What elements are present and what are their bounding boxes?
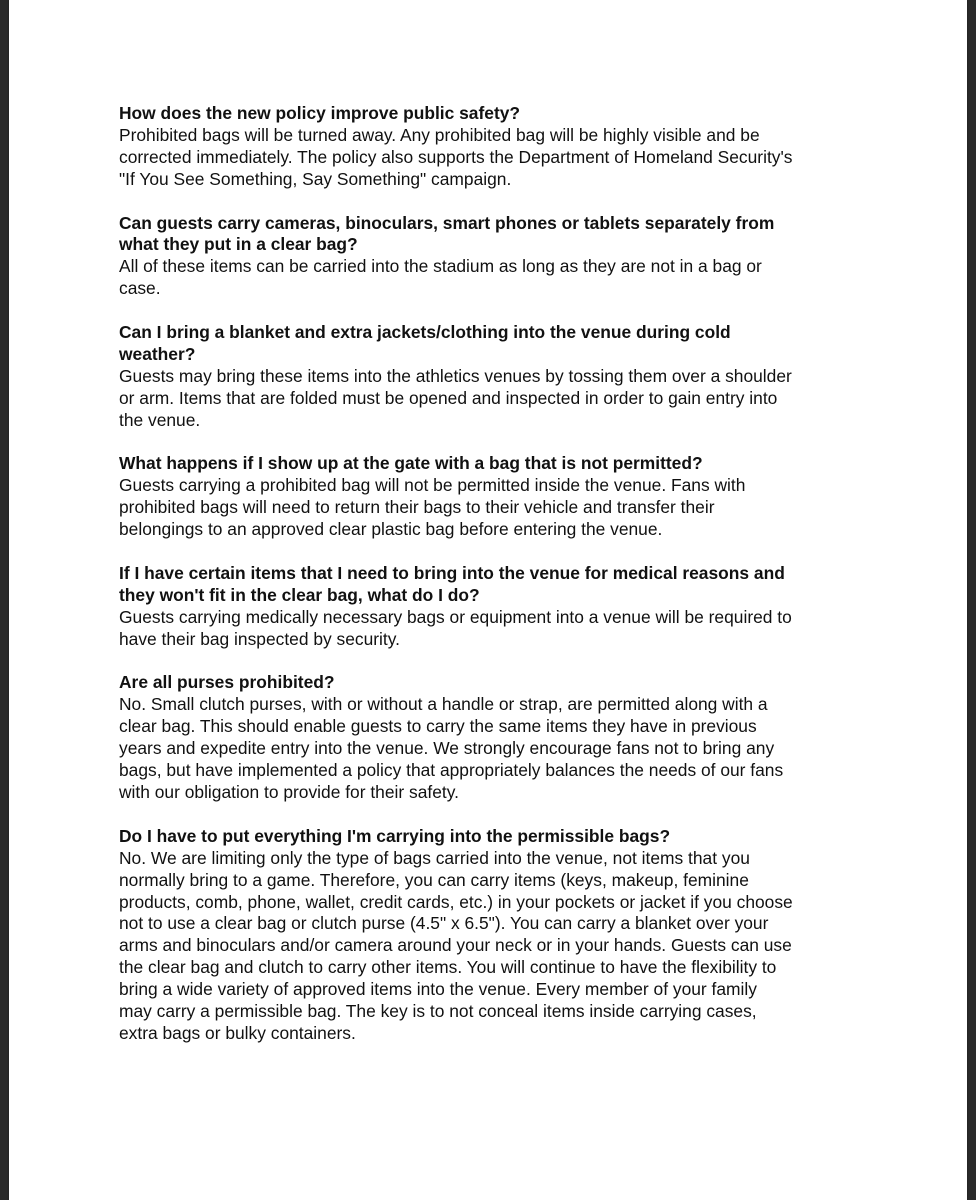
left-border: [0, 0, 9, 1200]
faq-question: Can guests carry cameras, binoculars, smart phones or tablets separately from what they put in a clear bag?: [119, 212, 775, 255]
right-border: [967, 0, 976, 1200]
faq-question: What happens if I show up at the gate with a bag that is not permitted?: [119, 453, 703, 474]
faq-section: [119, 826, 864, 1045]
faq-question: If I have certain items that I need to bring into the venue for medical reasons and they won't fit in the clear bag, what do I do?: [119, 562, 785, 605]
faq-question: How does the new policy improve public safety?: [119, 103, 521, 123]
faq-section: [119, 453, 864, 541]
faq-question: Do I have to put everything I'm carrying into the permissible bags?: [119, 825, 671, 846]
faq-content: [119, 103, 864, 1067]
faq-answer: All of these items can be carried into the stadium as long as they are not in a bag or case.: [119, 256, 762, 299]
faq-answer: Prohibited bags will be turned away. Any prohibited bag will be highly visible and be corrected immediately. The policy also supports the Department of Homeland Security's "If You See Something, Say Something" campaign.: [119, 124, 793, 189]
faq-answer: No. Small clutch purses, with or without a handle or strap, are permitted along with a clear bag. This should enable guests to carry the same items they have in previous years and expedite entry into the venue. We strongly encourage fans not to bring any bags, but have implemented a policy that appropriately balances the needs of our fans with our obligation to provide for their safety.: [119, 694, 784, 803]
faq-question: Are all purses prohibited?: [119, 672, 335, 693]
faq-answer: Guests carrying medically necessary bags or equipment into a venue will be required to have their bag inspected by security.: [119, 606, 792, 649]
faq-section: [119, 213, 864, 301]
faq-section: [119, 322, 864, 432]
faq-section: [119, 563, 864, 651]
document-page: [9, 0, 967, 1200]
faq-section: [119, 103, 864, 191]
faq-section: [119, 672, 864, 803]
faq-answer: Guests carrying a prohibited bag will not be permitted inside the venue. Fans with prohibited bags will need to return their bags to their vehicle and transfer their belongings to an approved clear plastic bag before entering the venue.: [119, 475, 746, 540]
faq-question: Can I bring a blanket and extra jackets/clothing into the venue during cold weather?: [119, 322, 731, 364]
faq-answer: Guests may bring these items into the athletics venues by tossing them over a shoulder or arm. Items that are folded must be opened and inspected in order to gain entry into the venue.: [119, 365, 792, 430]
faq-answer: No. We are limiting only the type of bags carried into the venue, not items that you normally bring to a game. Therefore, you can carry items (keys, makeup, feminine products, comb, phone, wallet, credit cards, etc.) in your pockets or jacket if you choose not to use a clear bag or clutch purse (4.5" x 6.5"). You can carry a blanket over your arms and binoculars and/or camera around your neck or in your hands. Guests can use the clear bag and clutch to carry other items. You will continue to have the flexibility to bring a wide variety of approved items into the venue. Every member of your family may carry a permissible bag. The key is to not conceal items inside carrying cases, extra bags or bulky containers.: [119, 847, 793, 1043]
